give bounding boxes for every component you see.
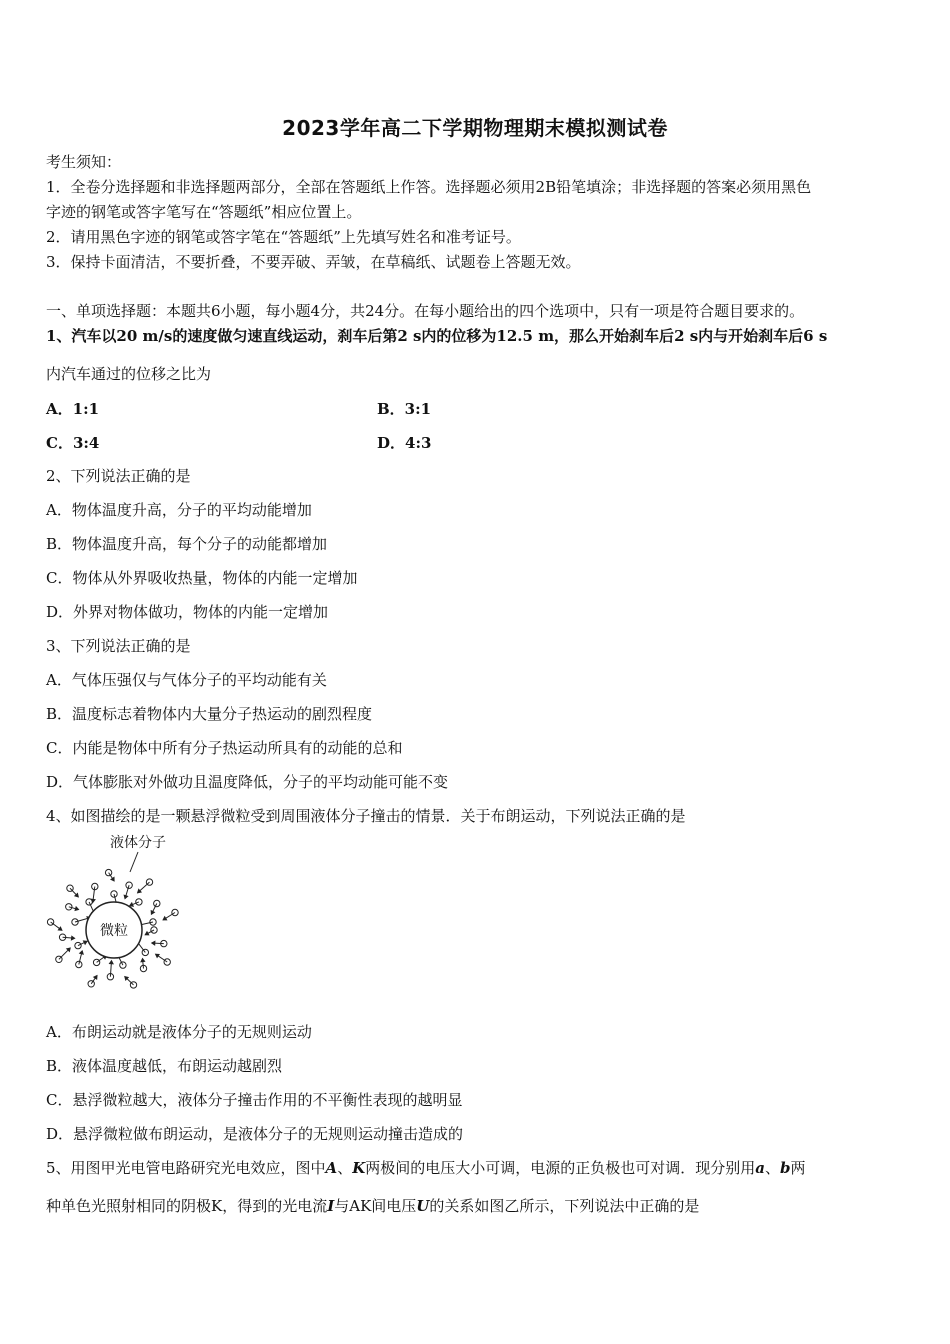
q5-text-6: 的关系如图乙所示，下列说法中正确的是 [429, 1197, 700, 1215]
arrowhead [111, 877, 114, 881]
q1-option-a: A．1:1 [46, 400, 100, 418]
arrowhead [94, 976, 97, 980]
q5-stem-line1 [46, 1158, 806, 1178]
q5-symbol-a-electrode: A [325, 1159, 338, 1177]
q2-option-b: B．物体温度升高，每个分子的动能都增加 [46, 535, 328, 553]
q5-text-2: 两极间的电压大小可调，电源的正负极也可对调．现分别用 [365, 1159, 756, 1177]
page-title: 2023学年高二下学期物理期末模拟测试卷 [282, 116, 668, 140]
q5-text-4: 种单色光照射相同的阴极K，得到的光电流 [46, 1197, 328, 1215]
figure-label-particle: 微粒 [100, 923, 128, 939]
arrowhead [80, 951, 84, 954]
arrowhead [163, 917, 167, 920]
q2-option-c: C．物体从外界吸收热量，物体的内能一定增加 [46, 569, 358, 587]
q5-symbol-i: I [327, 1197, 335, 1215]
q2-stem: 2、下列说法正确的是 [46, 467, 191, 485]
section-heading: 一、单项选择题：本题共6小题，每小题4分，共24分。在每小题给出的四个选项中，只有一项是符合题目要求的。 [46, 302, 805, 320]
arrowhead [75, 907, 78, 911]
q5-text-3: 两 [790, 1159, 806, 1177]
q5-symbol-u: U [416, 1197, 430, 1215]
label-pointer-line [130, 852, 138, 872]
q3-option-d: D．气体膨胀对外做功且温度降低，分子的平均动能可能不变 [46, 773, 449, 791]
q5-symbol-k-electrode: K [352, 1159, 366, 1177]
arrowhead [71, 936, 74, 940]
arrowhead [151, 911, 154, 915]
arrowhead [84, 941, 88, 944]
q1-option-b: B．3:1 [377, 400, 432, 418]
arrowhead [124, 895, 127, 898]
q5-text-5: 与AK间电压 [334, 1197, 417, 1215]
arrowhead [145, 932, 149, 935]
q1-option-d: D．4:3 [377, 434, 432, 452]
q5-text-1: 5、用图甲光电管电路研究光电效应，图中 [46, 1159, 326, 1177]
q5-sep-1: 、 [337, 1159, 353, 1177]
brownian-motion-figure [46, 832, 196, 992]
q1-option-c: C．3:4 [46, 434, 100, 452]
q5-sep-2: 、 [765, 1159, 781, 1177]
notice-item-1-cont: 字迹的钢笔或答字笔写在“答题纸”相应位置上。 [46, 203, 362, 221]
q1-stem-line1: 1、汽车以20 m/s的速度做匀速直线运动，刹车后第2 s内的位移为12.5 m，那么开始刹车后2 s内与开始刹车后6 s [46, 327, 828, 345]
arrowhead [152, 941, 155, 945]
brownian-diagram [46, 832, 196, 992]
q1-stem-line2: 内汽车通过的位移之比为 [46, 365, 212, 383]
notice-item-1: 1．全卷分选择题和非选择题两部分，全部在答题纸上作答。选择题必须用2B铅笔填涂；非选择题的答案必须用黑色 [46, 178, 812, 196]
q2-option-a: A．物体温度升高，分子的平均动能增加 [46, 501, 312, 519]
q4-option-b: B．液体温度越低，布朗运动越剧烈 [46, 1057, 283, 1075]
notice-item-3: 3．保持卡面清洁，不要折叠，不要弄破、弄皱，在草稿纸、试题卷上答题无效。 [46, 253, 581, 271]
liquid-molecule [93, 959, 99, 965]
liquid-molecule [66, 904, 72, 910]
q5-stem-line2 [46, 1196, 699, 1216]
q3-stem: 3、下列说法正确的是 [46, 637, 191, 655]
figure-label-liquid-molecules: 液体分子 [110, 835, 166, 851]
q3-option-a: A．气体压强仅与气体分子的平均动能有关 [46, 671, 327, 689]
notice-item-2: 2．请用黑色字迹的钢笔或答字笔在“答题纸”上先填写姓名和准考证号。 [46, 228, 521, 246]
q4-stem: 4、如图描绘的是一颗悬浮微粒受到周围液体分子撞击的情景．关于布朗运动，下列说法正确的是 [46, 807, 686, 825]
arrowhead [156, 954, 160, 957]
q2-option-d: D．外界对物体做功，物体的内能一定增加 [46, 603, 329, 621]
q3-option-b: B．温度标志着物体内大量分子热运动的剧烈程度 [46, 705, 373, 723]
arrowhead [141, 959, 145, 962]
q4-option-d: D．悬浮微粒做布朗运动，是液体分子的无规则运动撞击造成的 [46, 1125, 464, 1143]
arrowhead [110, 961, 114, 964]
arrowhead [130, 903, 134, 906]
q3-option-c: C．内能是物体中所有分子热运动所具有的动能的总和 [46, 739, 403, 757]
notice-heading: 考生须知： [46, 153, 122, 171]
q4-option-a: A．布朗运动就是液体分子的无规则运动 [46, 1023, 312, 1041]
q5-symbol-b-light: b [780, 1159, 791, 1177]
q5-symbol-a-light: a [755, 1159, 765, 1177]
q4-option-c: C．悬浮微粒越大，液体分子撞击作用的不平衡性表现的越明显 [46, 1091, 463, 1109]
liquid-molecule [105, 869, 111, 875]
